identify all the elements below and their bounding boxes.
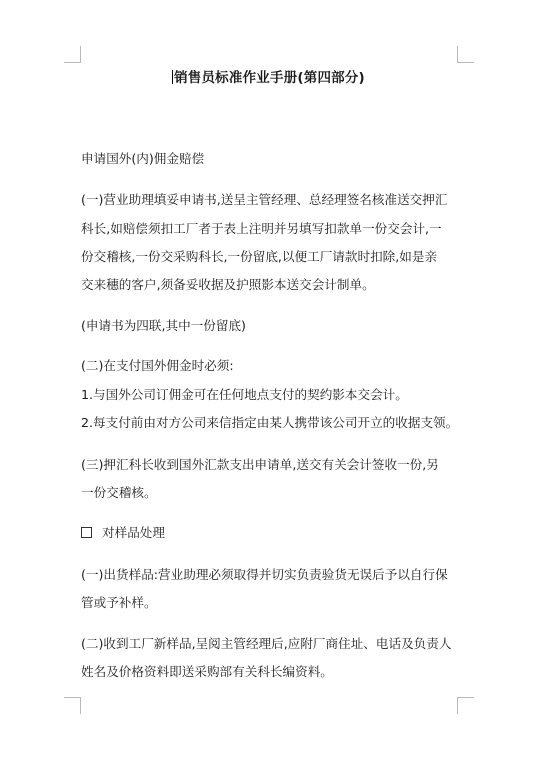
crop-mark-bottom-left	[64, 697, 81, 714]
crop-mark-top-right	[457, 46, 474, 63]
paragraph-line: 姓名及价格资料即送采购部有关科长编资料。	[81, 664, 333, 679]
paragraph-line: 份交稽核,一份交采购科长,一份留底,以便工厂请款时扣除,如是亲	[81, 249, 438, 264]
document-title: 销售员标准作业手册(第四部分)	[174, 70, 365, 86]
paragraph-line: (二)在支付国外佣金时必须:	[81, 358, 234, 373]
paragraph-line: 交来穗的客户,须备妥收据及护照影本送交会计制单。	[81, 277, 375, 292]
paragraph-line: (二)收到工厂新样品,呈阅主管经理后,应附厂商住址、电话及负责人	[81, 636, 452, 651]
crop-mark-bottom-right	[457, 697, 474, 714]
section-heading-with-box	[81, 525, 165, 541]
paragraph-line: (三)押汇科长收到国外汇款支出申请单,送交有关会计签收一份,另	[81, 457, 439, 472]
paragraph-line: (一)营业助理填妥申请书,送呈主管经理、总经理签名核准送交押汇	[81, 192, 448, 207]
section-heading-label: 对样品处理	[102, 525, 165, 540]
paragraph-line: 1.与国外公司订佣金可在任何地点支付的契约影本交会计。	[81, 387, 408, 402]
section-heading: 申请国外(内)佣金赔偿	[81, 151, 205, 166]
paragraph-line: (申请书为四联,其中一份留底)	[81, 318, 246, 333]
crop-mark-top-left	[64, 46, 81, 63]
paragraph-line: 2.每支付前由对方公司来信指定由某人携带该公司开立的收据支领。	[81, 415, 459, 430]
paragraph-line: 管或予补样。	[81, 595, 157, 610]
paragraph-line: 科长,如赔偿须扣工厂者于表上注明并另填写扣款单一份交会计,一	[81, 221, 442, 236]
paragraph-line: 一份交稽核。	[81, 485, 157, 500]
document-title-line[interactable]	[0, 66, 537, 86]
checkbox-square-icon	[81, 527, 92, 538]
paragraph-line: (一)出货样品:营业助理必须取得并切实负责验货无误后予以自行保	[81, 567, 448, 582]
text-cursor	[172, 70, 173, 84]
